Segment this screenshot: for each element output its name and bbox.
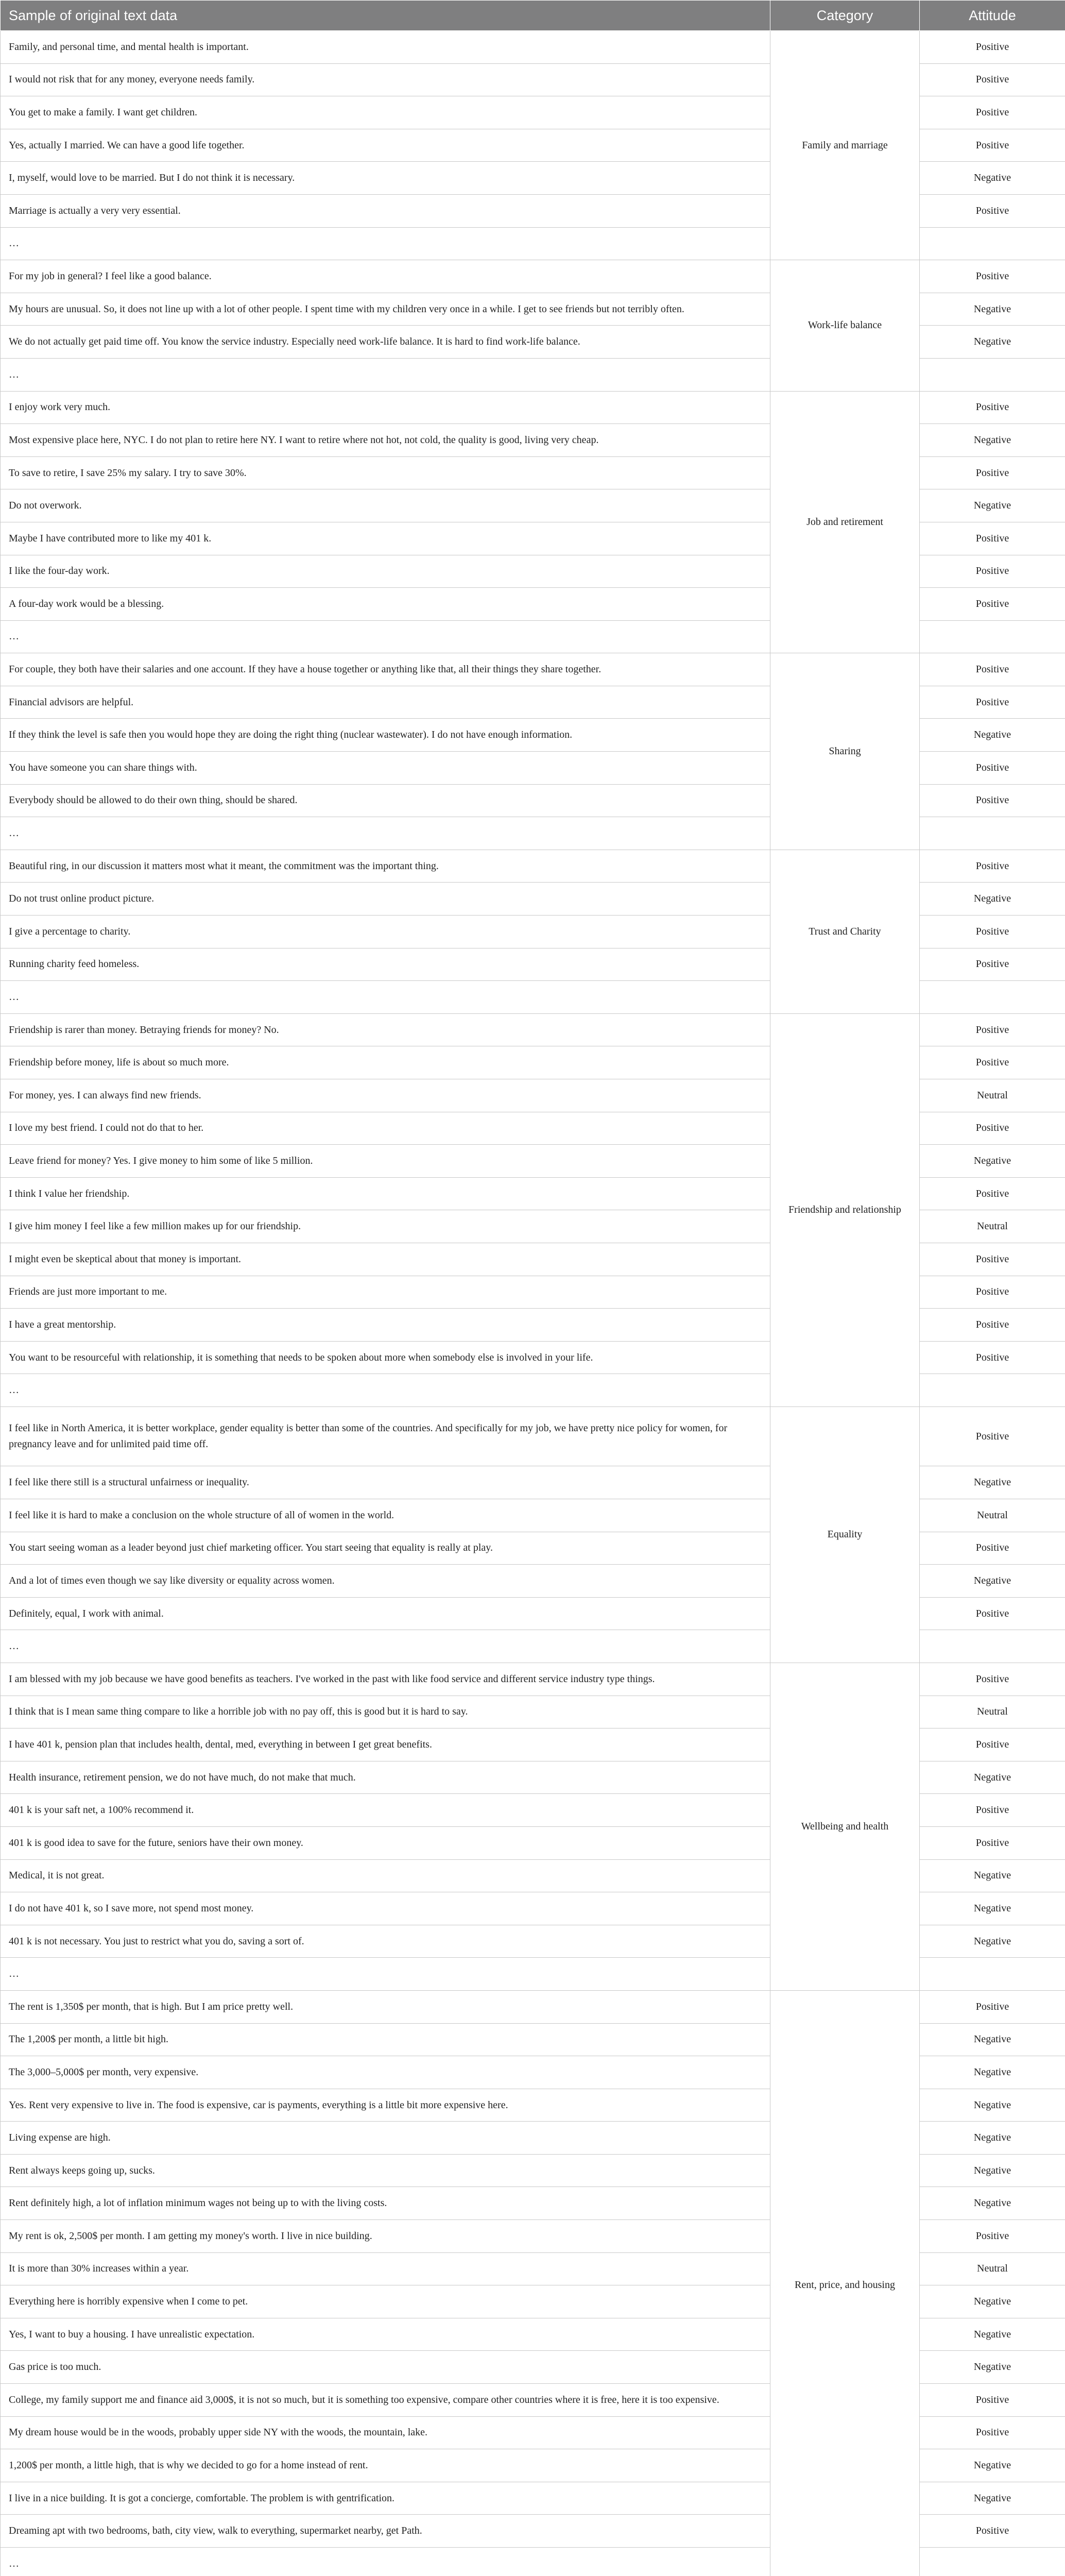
attitude-cell: Negative [920, 1925, 1065, 1958]
sample-text-cell: I would not risk that for any money, everyone needs family. [1, 63, 770, 96]
attitude-cell: Neutral [920, 1499, 1065, 1532]
attitude-cell: Positive [920, 1532, 1065, 1565]
attitude-cell: Positive [920, 1826, 1065, 1859]
attitude-cell: Neutral [920, 1210, 1065, 1243]
sample-text-cell: It is more than 30% increases within a year. [1, 2252, 770, 2285]
attitude-cell: Positive [920, 1663, 1065, 1696]
sample-text-cell: The 1,200$ per month, a little bit high. [1, 2023, 770, 2056]
table-row [1, 1663, 1065, 1696]
sample-text-cell: I enjoy work very much. [1, 391, 770, 424]
sample-text-cell: 401 k is not necessary. You just to restrict what you do, saving a sort of. [1, 1925, 770, 1958]
attitude-cell: Negative [920, 293, 1065, 326]
sample-text-cell: Beautiful ring, in our discussion it matters most what it meant, the commitment was the important thing. [1, 850, 770, 883]
sample-text-cell: 401 k is your saft net, a 100% recommend it. [1, 1794, 770, 1827]
sample-text-cell: The rent is 1,350$ per month, that is high. But I am price pretty well. [1, 1990, 770, 2023]
header-attitude: Attitude [920, 1, 1065, 31]
attitude-cell: Positive [920, 653, 1065, 686]
sample-text-cell: … [1, 1374, 770, 1407]
table-row [1, 850, 1065, 883]
sample-text-cell: I love my best friend. I could not do that to her. [1, 1112, 770, 1145]
sample-text-cell: Friendship is rarer than money. Betraying friends for money? No. [1, 1013, 770, 1046]
sample-text-cell: Do not trust online product picture. [1, 883, 770, 916]
sample-text-cell: … [1, 358, 770, 391]
attitude-cell: Positive [920, 1728, 1065, 1761]
sample-text-cell: I think I value her friendship. [1, 1177, 770, 1210]
sample-text-cell: I give him money I feel like a few million makes up for our friendship. [1, 1210, 770, 1243]
table-row [1, 1990, 1065, 2023]
attitude-cell: Neutral [920, 1696, 1065, 1728]
attitude-cell: Positive [920, 391, 1065, 424]
attitude-cell: Negative [920, 2187, 1065, 2220]
sample-text-cell: Rent always keeps going up, sucks. [1, 2154, 770, 2187]
attitude-cell: Positive [920, 752, 1065, 785]
attitude-cell [920, 1374, 1065, 1407]
category-cell: Sharing [770, 653, 920, 850]
sample-text-cell: I do not have 401 k, so I save more, not spend most money. [1, 1892, 770, 1925]
attitude-cell: Negative [920, 2089, 1065, 2122]
sample-text-cell: Definitely, equal, I work with animal. [1, 1597, 770, 1630]
sample-text-cell: Gas price is too much. [1, 2351, 770, 2384]
table-row [1, 653, 1065, 686]
sample-text-cell: For couple, they both have their salaries and one account. If they have a house together or anything like that, all their things they share together. [1, 653, 770, 686]
sample-text-cell: You want to be resourceful with relationship, it is something that needs to be spoken about more when somebody else is involved in your life. [1, 1341, 770, 1374]
sample-text-cell: I live in a nice building. It is got a concierge, comfortable. The problem is with gentrification. [1, 2482, 770, 2515]
attitude-cell: Positive [920, 63, 1065, 96]
attitude-cell: Negative [920, 2122, 1065, 2155]
header-sample: Sample of original text data [1, 1, 770, 31]
attitude-cell: Positive [920, 1990, 1065, 2023]
sample-text-cell: To save to retire, I save 25% my salary. I try to save 30%. [1, 456, 770, 489]
category-cell: Friendship and relationship [770, 1013, 920, 1406]
attitude-cell: Positive [920, 1276, 1065, 1309]
attitude-cell: Negative [920, 1859, 1065, 1892]
sample-text-cell: I might even be skeptical about that money is important. [1, 1243, 770, 1276]
sample-text-cell: Dreaming apt with two bedrooms, bath, city view, walk to everything, supermarket nearby, get Path. [1, 2515, 770, 2548]
sample-text-cell: Do not overwork. [1, 489, 770, 522]
attitude-cell: Negative [920, 1892, 1065, 1925]
sample-text-cell: … [1, 817, 770, 850]
attitude-cell: Negative [920, 2351, 1065, 2384]
attitude-cell: Positive [920, 948, 1065, 981]
attitude-cell: Negative [920, 1466, 1065, 1499]
sample-text-cell: 1,200$ per month, a little high, that is why we decided to go for a home instead of rent. [1, 2449, 770, 2482]
attitude-cell [920, 981, 1065, 1014]
sample-text-cell: Maybe I have contributed more to like my 401 k. [1, 522, 770, 555]
attitude-cell: Negative [920, 883, 1065, 916]
sample-text-cell: Everything here is horribly expensive when I come to pet. [1, 2285, 770, 2318]
attitude-cell [920, 358, 1065, 391]
sample-text-cell: Most expensive place here, NYC. I do not plan to retire here NY. I want to retire where not hot, not cold, the quality is good, living very cheap. [1, 424, 770, 457]
category-cell: Equality [770, 1406, 920, 1663]
sample-text-cell: Medical, it is not great. [1, 1859, 770, 1892]
attitude-cell: Positive [920, 456, 1065, 489]
sample-text-cell: We do not actually get paid time off. You know the service industry. Especially need work-life balance. It is hard to find work-life balance. [1, 326, 770, 359]
attitude-cell: Positive [920, 1013, 1065, 1046]
sample-text-cell: Leave friend for money? Yes. I give money to him some of like 5 million. [1, 1145, 770, 1178]
sample-text-cell: Financial advisors are helpful. [1, 686, 770, 719]
sample-text-cell: … [1, 1958, 770, 1991]
attitude-cell: Negative [920, 162, 1065, 195]
attitude-cell: Positive [920, 1309, 1065, 1342]
sample-text-cell: 401 k is good idea to save for the future, seniors have their own money. [1, 1826, 770, 1859]
sample-text-cell: Marriage is actually a very very essential. [1, 194, 770, 227]
table-body [1, 31, 1065, 2576]
attitude-cell [920, 2548, 1065, 2576]
table-row [1, 391, 1065, 424]
sample-text-cell: Living expense are high. [1, 2122, 770, 2155]
attitude-cell: Positive [920, 194, 1065, 227]
sample-text-cell: I have 401 k, pension plan that includes health, dental, med, everything in between I get great benefits. [1, 1728, 770, 1761]
attitude-cell: Negative [920, 1761, 1065, 1794]
attitude-cell: Positive [920, 1046, 1065, 1079]
sample-text-cell: I feel like it is hard to make a conclusion on the whole structure of all of women in the world. [1, 1499, 770, 1532]
sample-text-cell: Yes, actually I married. We can have a good life together. [1, 129, 770, 162]
sample-text-cell: You start seeing woman as a leader beyond just chief marketing officer. You start seeing that equality is really at play. [1, 1532, 770, 1565]
attitude-cell: Negative [920, 489, 1065, 522]
attitude-cell: Positive [920, 129, 1065, 162]
attitude-cell: Positive [920, 1794, 1065, 1827]
header-category: Category [770, 1, 920, 31]
attitude-cell: Negative [920, 719, 1065, 752]
category-cell: Work-life balance [770, 260, 920, 391]
sample-text-cell: … [1, 2548, 770, 2576]
attitude-cell [920, 227, 1065, 260]
attitude-cell: Negative [920, 2318, 1065, 2351]
category-cell: Family and marriage [770, 31, 920, 260]
sample-text-cell: I give a percentage to charity. [1, 916, 770, 948]
sample-text-cell: I have a great mentorship. [1, 1309, 770, 1342]
sample-text-cell: Everybody should be allowed to do their own thing, should be shared. [1, 784, 770, 817]
sample-text-cell: Friendship before money, life is about so much more. [1, 1046, 770, 1079]
attitude-cell: Positive [920, 686, 1065, 719]
table-row [1, 260, 1065, 293]
sample-text-cell: Yes, I want to buy a housing. I have unrealistic expectation. [1, 2318, 770, 2351]
attitude-cell: Positive [920, 96, 1065, 129]
sample-text-cell: Friends are just more important to me. [1, 1276, 770, 1309]
attitude-cell: Neutral [920, 1079, 1065, 1112]
sample-text-cell: College, my family support me and finance aid 3,000$, it is not so much, but it is something too expensive, compare other countries where it is free, here it is too expensive. [1, 2384, 770, 2417]
sample-text-cell: And a lot of times even though we say like diversity or equality across women. [1, 1565, 770, 1598]
attitude-cell: Positive [920, 31, 1065, 64]
category-cell: Trust and Charity [770, 850, 920, 1013]
table-row [1, 31, 1065, 64]
sample-text-cell: I feel like in North America, it is better workplace, gender equality is better than some of the countries. And specifically for my job, we have pretty nice policy for women, for pregnancy leave and for unlimited paid time off. [1, 1406, 770, 1466]
sample-text-cell: My rent is ok, 2,500$ per month. I am getting my money's worth. I live in nice building. [1, 2220, 770, 2253]
sample-text-cell: If they think the level is safe then you would hope they are doing the right thing (nuclear wastewater). I do not have enough information. [1, 719, 770, 752]
attitude-cell: Positive [920, 2515, 1065, 2548]
category-cell: Rent, price, and housing [770, 1990, 920, 2576]
attitude-cell: Positive [920, 588, 1065, 621]
attitude-cell: Negative [920, 2449, 1065, 2482]
attitude-cell: Positive [920, 2384, 1065, 2417]
attitude-cell: Positive [920, 1112, 1065, 1145]
header-row [1, 1, 1065, 31]
sample-text-cell: A four-day work would be a blessing. [1, 588, 770, 621]
sample-text-cell: … [1, 981, 770, 1014]
sample-text-cell: I feel like there still is a structural unfairness or inequality. [1, 1466, 770, 1499]
attitude-cell: Neutral [920, 2252, 1065, 2285]
attitude-cell: Positive [920, 1341, 1065, 1374]
category-cell: Wellbeing and health [770, 1663, 920, 1990]
sample-text-cell: Family, and personal time, and mental health is important. [1, 31, 770, 64]
sample-text-cell: I, myself, would love to be married. But I do not think it is necessary. [1, 162, 770, 195]
sample-text-cell: Running charity feed homeless. [1, 948, 770, 981]
attitude-cell: Positive [920, 2220, 1065, 2253]
sample-text-cell: My hours are unusual. So, it does not line up with a lot of other people. I spent time with my children very once in a while. I get to see friends but not terribly often. [1, 293, 770, 326]
attitude-cell: Positive [920, 1243, 1065, 1276]
sample-text-cell: … [1, 620, 770, 653]
attitude-cell: Positive [920, 784, 1065, 817]
attitude-cell [920, 1630, 1065, 1663]
attitude-cell: Negative [920, 1145, 1065, 1178]
attitude-cell: Positive [920, 260, 1065, 293]
sample-text-cell: Rent definitely high, a lot of inflation minimum wages not being up to with the living costs. [1, 2187, 770, 2220]
attitude-cell: Positive [920, 1177, 1065, 1210]
attitude-cell [920, 620, 1065, 653]
attitude-cell: Negative [920, 1565, 1065, 1598]
sample-text-cell: … [1, 1630, 770, 1663]
attitude-cell: Negative [920, 2285, 1065, 2318]
attitude-cell: Negative [920, 424, 1065, 457]
sample-text-cell: The 3,000–5,000$ per month, very expensive. [1, 2056, 770, 2089]
attitude-cell: Positive [920, 1406, 1065, 1466]
sample-text-cell: I like the four-day work. [1, 555, 770, 588]
sample-text-cell: I am blessed with my job because we have good benefits as teachers. I've worked in the past with like food service and different service industry type things. [1, 1663, 770, 1696]
attitude-cell: Positive [920, 1597, 1065, 1630]
sample-text-cell: You have someone you can share things with. [1, 752, 770, 785]
sample-text-cell: For money, yes. I can always find new friends. [1, 1079, 770, 1112]
attitude-cell: Positive [920, 850, 1065, 883]
sample-text-cell: … [1, 227, 770, 260]
sample-text-cell: Health insurance, retirement pension, we do not have much, do not make that much. [1, 1761, 770, 1794]
sample-text-cell: Yes. Rent very expensive to live in. The food is expensive, car is payments, everything is a little bit more expensive here. [1, 2089, 770, 2122]
sample-text-cell: For my job in general? I feel like a good balance. [1, 260, 770, 293]
attitude-cell: Negative [920, 2056, 1065, 2089]
sample-text-cell: My dream house would be in the woods, probably upper side NY with the woods, the mountain, lake. [1, 2416, 770, 2449]
attitude-cell: Negative [920, 2482, 1065, 2515]
sample-text-cell: I think that is I mean same thing compare to like a horrible job with no pay off, this is good but it is hard to say. [1, 1696, 770, 1728]
attitude-cell [920, 817, 1065, 850]
attitude-cell [920, 1958, 1065, 1991]
attitude-cell: Negative [920, 2023, 1065, 2056]
attitude-cell: Positive [920, 2416, 1065, 2449]
attitude-cell: Negative [920, 326, 1065, 359]
sample-text-cell: You get to make a family. I want get children. [1, 96, 770, 129]
table-row [1, 1406, 1065, 1466]
attitude-cell: Positive [920, 555, 1065, 588]
attitude-cell: Negative [920, 2154, 1065, 2187]
category-cell: Job and retirement [770, 391, 920, 653]
attitude-cell: Positive [920, 916, 1065, 948]
attitude-cell: Positive [920, 522, 1065, 555]
table-row [1, 1013, 1065, 1046]
